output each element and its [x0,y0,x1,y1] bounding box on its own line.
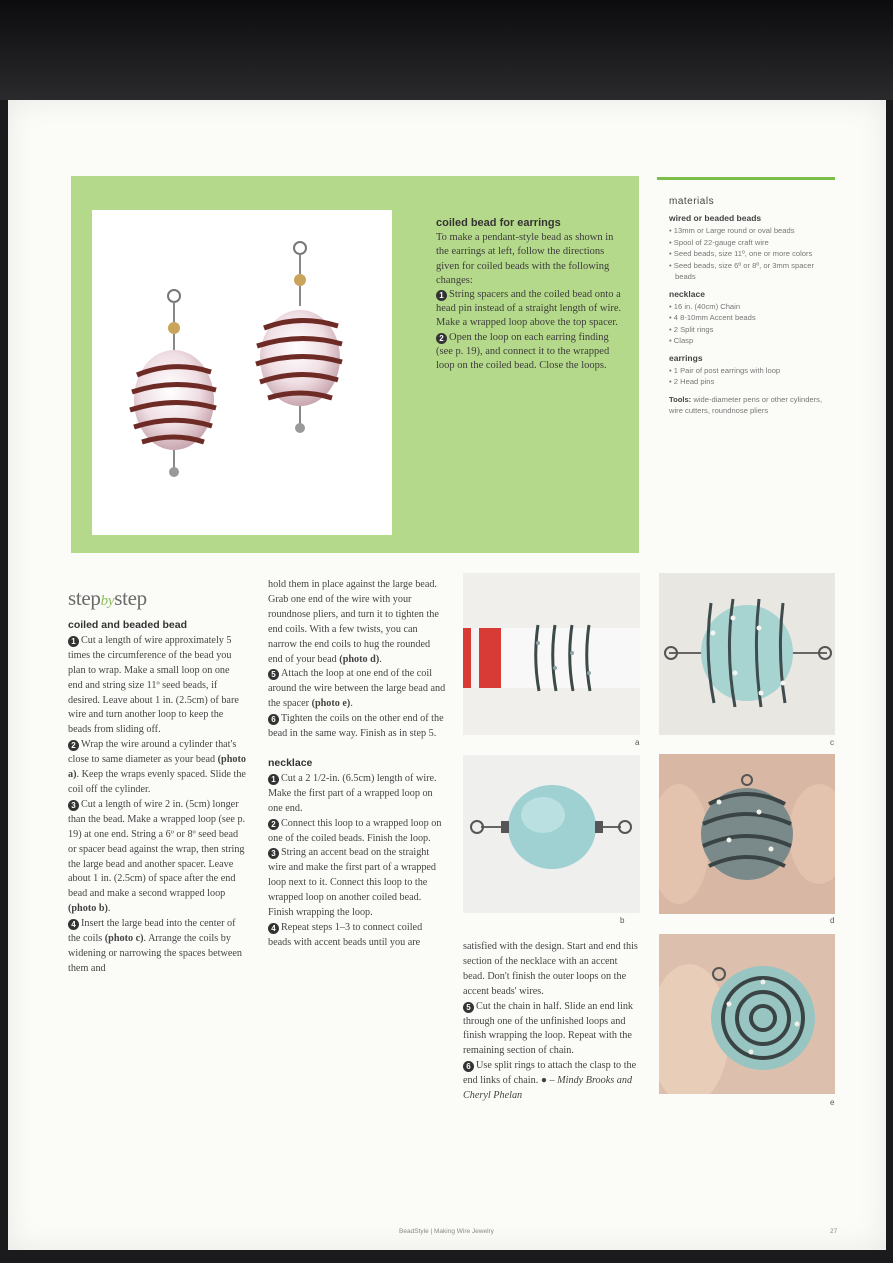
photo-ref: (photo e) [311,698,351,710]
materials-item: • Seed beads, size 6º or 8º, or 3mm spacer beads [669,260,835,283]
photo-ref: (photo b) [68,903,108,915]
scan-dark-edge [0,0,893,100]
materials-item: • 13mm or Large round or oval beads [669,225,835,237]
step-number-icon: 1 [68,636,79,647]
column-1 [68,586,246,977]
photo-label: d [830,916,835,925]
materials-item: • 2 Split rings [669,324,835,336]
materials-tools [669,394,835,417]
step-number-icon: 1 [436,290,447,301]
step [268,772,446,817]
step-by-step-title [68,586,246,613]
step-number-icon: 5 [463,1002,474,1013]
step-text: String an accent bead on the straight wire and make the first part of a wrapped loop next to it. Connect this loop to the wrapped loop on another coiled bead. Finish wrapping the loop. [268,847,437,919]
step [268,712,446,742]
step-number-icon: 4 [268,923,279,934]
materials-item: • Clasp [669,335,835,347]
photo-label: c [830,738,834,747]
materials-item: • Seed beads, size 11º, one or more colors [669,248,835,260]
materials-item: • 4 8-10mm Accent beads [669,312,835,324]
step-number-icon: 5 [268,669,279,680]
byline: – Mindy Brooks and Cheryl Phelan [463,1075,633,1102]
step [68,917,246,977]
materials-sidebar [657,177,835,560]
photo-label: e [830,1098,835,1107]
step-text: Insert the large bead into the center of the coils [68,918,236,945]
step-text: Tighten the coils on the other end of the bead in the same way. Finish as in step 5. [268,713,444,740]
photo-label: a [635,738,640,747]
attaching-loop-image [659,934,835,1094]
section-heading: necklace [268,756,313,769]
earrings-illustration [92,210,392,535]
feature-intro: To make a pendant-style bead as shown in the earrings at left, follow the directions given for coiled beads with the following changes: [436,232,614,286]
step-text: Attach the loop at one end of the coil around the wire between the large bead and the spacer [268,668,446,710]
step-continued [268,578,446,667]
footer-text: BeadStyle | Making Wire Jewelry [399,1228,494,1235]
step-number-icon: 3 [268,848,279,859]
step-text: Cut a length of wire 2 in. (5cm) longer than the bead. Make a wrapped loop (see p. 19) at one end. String a 6º or 8º seed bead or spacer bead against the wrap, then string the large bead and another spacer. Leave about 1 in. (2.5cm) of space after the end bead and make a second wrapped loop [68,798,246,900]
photo-a [463,573,640,735]
step-text: . [379,653,382,665]
step-number-icon: 6 [463,1061,474,1072]
step-text: Cut the chain in half. Slide an end link through one of the unfinished loops and finish wrapping the loop. Repeat with the remaining section of chain. [463,1000,634,1057]
materials-section-heading: earrings [669,352,703,363]
step-text: Repeat steps 1–3 to connect coiled beads with accent beads until you are [268,921,423,948]
title-part: by [100,593,115,609]
step-number-icon: 4 [68,919,79,930]
step [68,634,246,738]
step-text: . Arrange the coils by widening or narrowing the spaces between them and [68,933,242,974]
materials-list [657,365,835,388]
photo-d [659,754,835,914]
column-2 [268,578,446,951]
bead-in-coil-image [659,573,835,735]
materials-item: • 16 in. (40cm) Chain [669,301,835,313]
tightening-coil-image [659,754,835,914]
step [268,846,446,921]
feature-title: coiled bead for earrings [436,217,561,229]
step [268,921,446,951]
step-text: . Keep the wraps evenly spaced. Slide the coil off the cylinder. [68,769,246,795]
feature-text [436,216,626,373]
column-3 [463,940,639,1104]
feature-step-1-text: String spacers and the coiled bead onto a head pin instead of a straight length of wire. Make a wrapped loop above the top spacer. [436,289,622,329]
photo-c [659,573,835,735]
step-number-icon: 3 [68,800,79,811]
materials-item: • 1 Pair of post earrings with loop [669,365,835,377]
step-number-icon: 2 [268,819,279,830]
step [68,798,246,917]
step-text: Use split rings to attach the clasp to the end links of chain. [463,1060,637,1087]
materials-item: • Spool of 22-gauge craft wire [669,237,835,249]
photo-ref: (photo d) [339,653,380,665]
step-continued: satisfied with the design. Start and end this section of the necklace with an accent bead. Don't finish the outer loops on the accent beads' wires. [463,941,638,997]
photo-e [659,934,835,1094]
feature-step-2 [436,331,626,374]
step [463,1000,639,1060]
bead-on-wire-image [463,755,640,913]
feature-step-2-text: Open the loop on each earring finding (see p. 19), and connect it to the wrapped loop on the coiled bead. Close the loops. [436,331,610,372]
left-earring [130,290,216,477]
step [268,667,446,712]
right-earring [256,242,342,433]
title-part: step [68,586,101,610]
materials-list [657,225,835,283]
step-text: Cut a 2 1/2-in. (6.5cm) length of wire. Make the first part of a wrapped loop on one end. [268,772,437,814]
step [268,817,446,847]
step-text: Connect this loop to a wrapped loop on one of the coiled beads. Finish the loop. [268,817,442,844]
step-text: . [107,903,111,915]
title-part: step [114,586,147,610]
materials-section-heading: necklace [669,288,705,299]
photo-ref: (photo c) [104,933,144,945]
materials-list [657,301,835,347]
step-number-icon: 6 [268,714,279,725]
coil-on-cylinder-image [463,573,640,735]
step-text: . [350,698,353,710]
earrings-photo [92,210,392,535]
step-text: hold them in place against the large bead. Grab one end of the wire with your roundnose pliers, and turn it to tighten the end coils. With a few twists, you can narrow the end coils to hug the rounded end of your bead [268,579,439,665]
end-mark-icon: ● [540,1075,547,1087]
feature-step-1 [436,288,626,331]
tools-label: Tools: [669,394,692,404]
step [68,738,246,798]
step-number-icon: 1 [268,774,279,785]
step-text: Cut a length of wire approximately 5 times the circumference of the bead you plan to wrap. Make a small loop on one end and string size 11º seed beads, if desired. Leave about 1 in. (2.5cm) of bare wire and turn another loop to keep the beads from sliding off. [68,634,239,736]
page-number: 27 [830,1228,838,1235]
step-number-icon: 2 [436,333,447,344]
photo-b [463,755,640,913]
photo-label: b [620,916,625,925]
step-number-icon: 2 [68,740,79,751]
materials-title: materials [669,196,715,207]
tools-text: wide-diameter pens or other cylinders, wire cutters, roundnose pliers [669,394,823,415]
materials-item: • 2 Head pins [669,376,835,388]
photo-ref: (photo a) [68,754,246,781]
materials-section-heading: wired or beaded beads [669,213,762,223]
step [463,1059,639,1104]
step-text: Wrap the wire around a cylinder that's close to same diameter as your bead [68,739,237,766]
section-heading: coiled and beaded bead [68,619,188,631]
